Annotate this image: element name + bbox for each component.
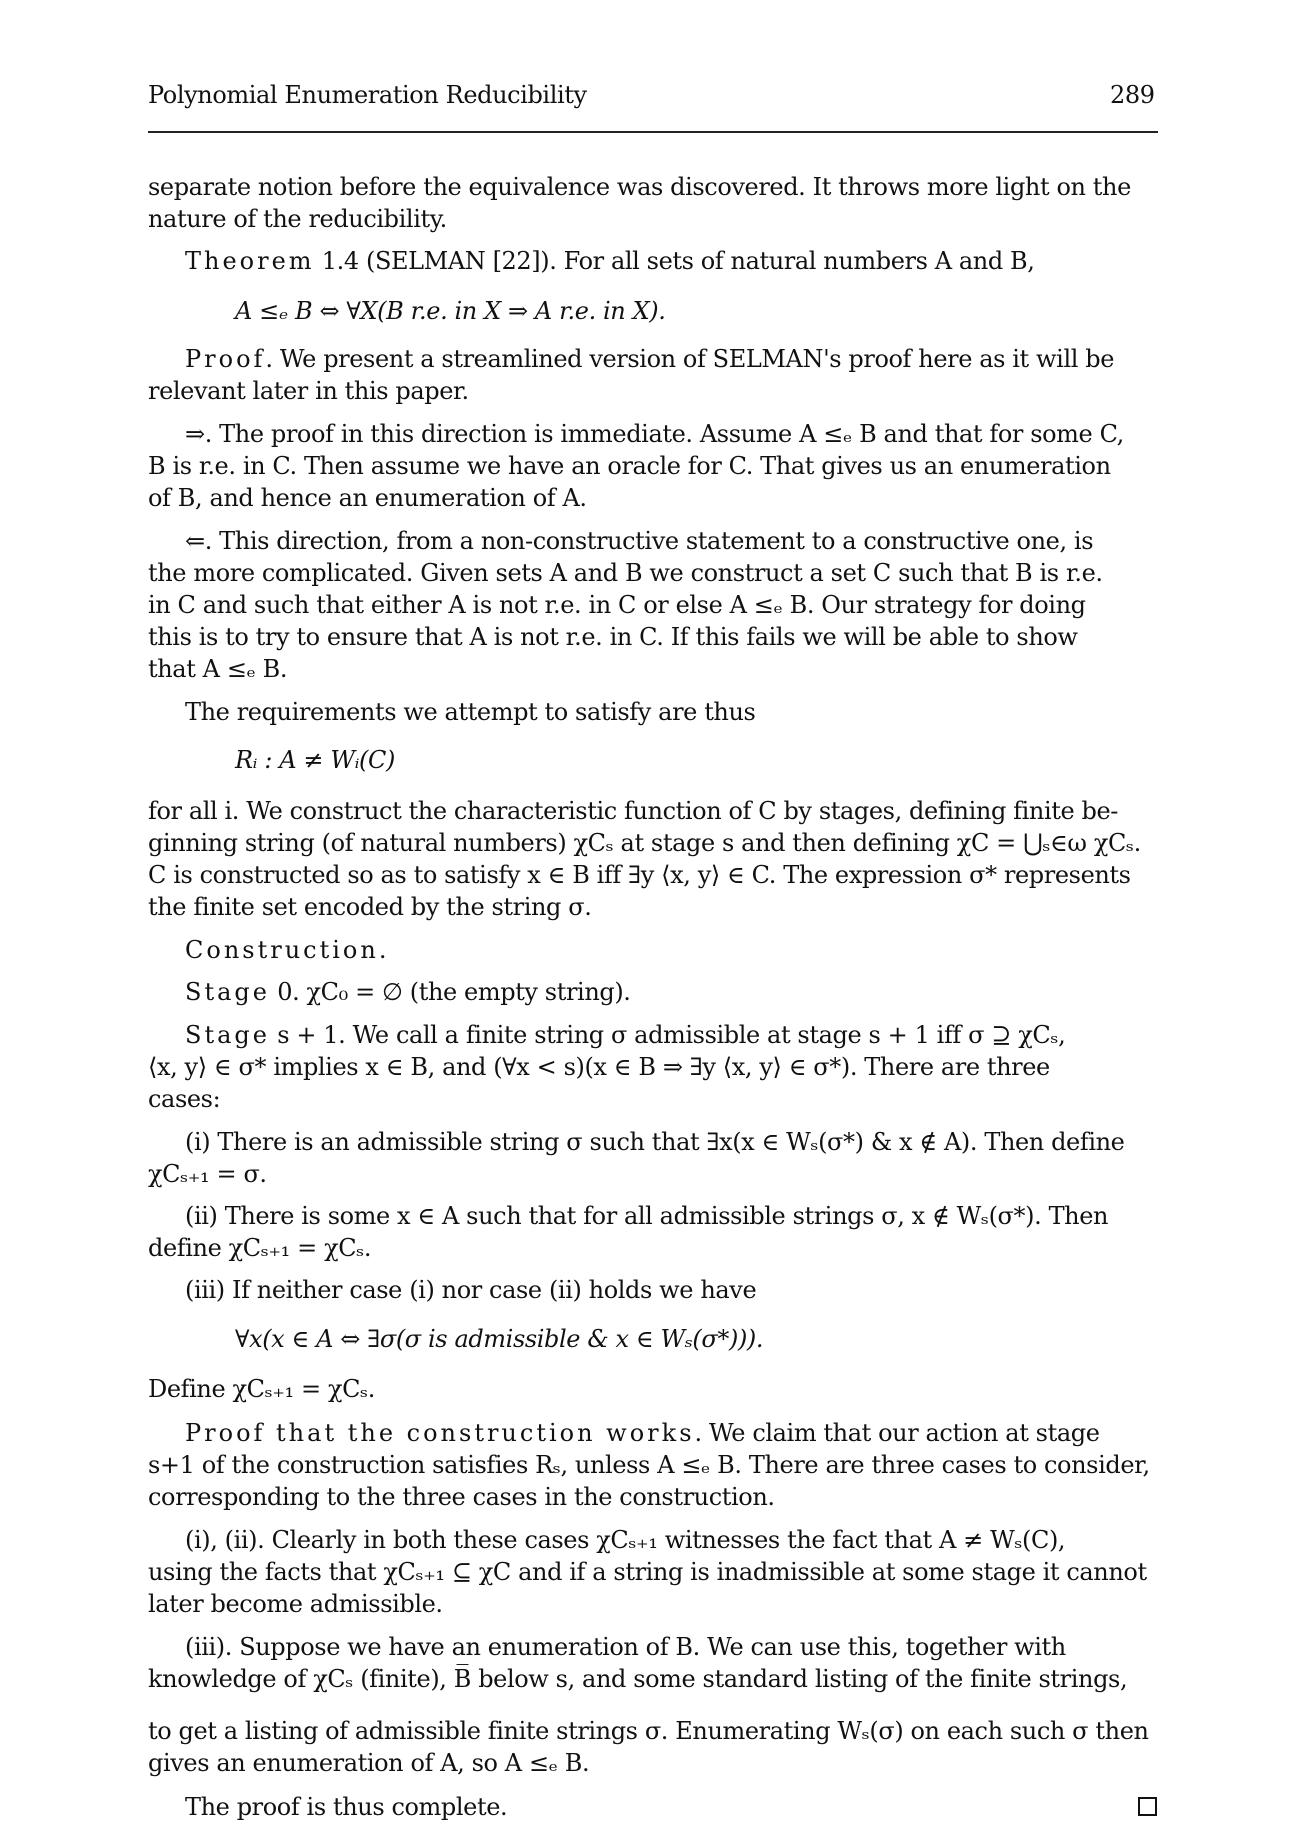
text-line: χCₛ₊₁ = σ. (148, 1160, 267, 1188)
text-line: define χCₛ₊₁ = χCₛ. (148, 1234, 372, 1262)
display-equation: ∀x(x ∈ A ⇔ ∃σ(σ is admissible & x ∈ Wₛ(σ*))). (235, 1325, 764, 1353)
text-line: in C and such that either A is not r.e. in C or else A ≤ₑ B. Our strategy for doing (148, 591, 1086, 619)
stage-label: Stage (185, 1021, 270, 1049)
text-line: gives an enumeration of A, so A ≤ₑ B. (148, 1749, 590, 1777)
text-line: nature of the reducibility. (148, 205, 447, 233)
header-rule (148, 131, 1158, 133)
text-line: (iii). Suppose we have an enumeration of B. We can use this, together with (185, 1633, 1066, 1661)
proof-section-text: . We claim that our action at stage (694, 1419, 1100, 1447)
text-line: for all i. We construct the characteristic function of C by stages, defining finite be- (148, 797, 1118, 825)
text-line: the more complicated. Given sets A and B we construct a set C such that B is r.e. (148, 559, 1103, 587)
display-equation: A ≤ₑ B ⇔ ∀X(B r.e. in X ⇒ A r.e. in X). (235, 297, 666, 325)
proof-start (185, 343, 1114, 375)
text-line: Define χCₛ₊₁ = χCₛ. (148, 1375, 375, 1403)
theorem-statement (185, 245, 1035, 277)
text-line: The proof is thus complete. (185, 1793, 508, 1821)
text-line: using the facts that χCₛ₊₁ ⊆ χC and if a string is inadmissible at some stage it cannot (148, 1558, 1147, 1586)
text-line: (iii) If neither case (i) nor case (ii) holds we have (185, 1276, 757, 1304)
theorem-label: Theorem (185, 247, 315, 275)
text-line: ⟨x, y⟩ ∈ σ* implies x ∈ B, and (∀x < s)(x ∈ B ⇒ ∃y ⟨x, y⟩ ∈ σ*). There are three (148, 1053, 1050, 1081)
qed-box (1138, 1797, 1157, 1816)
text-line: cases: (148, 1085, 221, 1113)
section-label: Construction. (185, 936, 390, 964)
stage-line (185, 1019, 1065, 1051)
text-line: this is to try to ensure that A is not r.e. in C. If this fails we will be able to show (148, 623, 1078, 651)
proof-section-label: Proof that the construction works (185, 1419, 695, 1447)
text-line: ⇒. The proof in this direction is immediate. Assume A ≤ₑ B and that for some C, (185, 420, 1124, 448)
text-line: C is constructed so as to satisfy x ∈ B iff ∃y ⟨x, y⟩ ∈ C. The expression σ* represents (148, 861, 1131, 889)
text-line: later become admissible. (148, 1590, 443, 1618)
text-line: ginning string (of natural numbers) χCₛ at stage s and then defining χC = ⋃ₛ∈ω χCₛ. (148, 829, 1141, 857)
text-line: (ii) There is some x ∈ A such that for all admissible strings σ, x ∉ Wₛ(σ*). Then (185, 1202, 1109, 1230)
text-line: ⇐. This direction, from a non-constructive statement to a constructive one, is (185, 527, 1094, 555)
text-line: separate notion before the equivalence was discovered. It throws more light on the (148, 173, 1131, 201)
display-equation: Rᵢ : A ≠ Wᵢ(C) (235, 746, 395, 774)
text-line: (i) There is an admissible string σ such that ∃x(x ∈ Wₛ(σ*) & x ∉ A). Then define (185, 1128, 1125, 1156)
stage-line (185, 976, 631, 1008)
running-title: Polynomial Enumeration Reducibility (148, 81, 587, 109)
proof-section (185, 1417, 1100, 1449)
text-line: knowledge of χCₛ (finite), B̅ below s, and some standard listing of the finite strings, (148, 1665, 1128, 1693)
theorem-text: 1.4 (SELMAN [22]). For all sets of natural numbers A and B, (314, 247, 1035, 275)
text-line: corresponding to the three cases in the construction. (148, 1483, 775, 1511)
text-line: s+1 of the construction satisfies Rₛ, unless A ≤ₑ B. There are three cases to consider, (148, 1451, 1150, 1479)
proof-text: . We present a streamlined version of SELMAN's proof here as it will be (265, 345, 1114, 373)
page-number: 289 (1110, 81, 1155, 109)
text-line: that A ≤ₑ B. (148, 655, 288, 683)
stage-text: s + 1. We call a finite string σ admissible at stage s + 1 iff σ ⊇ χCₛ, (269, 1021, 1066, 1049)
text-line: to get a listing of admissible finite strings σ. Enumerating Wₛ(σ) on each such σ then (148, 1717, 1149, 1745)
proof-label: Proof (185, 345, 266, 373)
text-line: of B, and hence an enumeration of A. (148, 484, 587, 512)
text-line: The requirements we attempt to satisfy are thus (185, 698, 756, 726)
text-line: (i), (ii). Clearly in both these cases χCₛ₊₁ witnesses the fact that A ≠ Wₛ(C), (185, 1526, 1066, 1554)
text-line: relevant later in this paper. (148, 377, 469, 405)
stage-text: 0. χC₀ = ∅ (the empty string). (269, 978, 631, 1006)
stage-label: Stage (185, 978, 270, 1006)
text-line: B is r.e. in C. Then assume we have an oracle for C. That gives us an enumeration (148, 452, 1111, 480)
text-line: the finite set encoded by the string σ. (148, 893, 592, 921)
